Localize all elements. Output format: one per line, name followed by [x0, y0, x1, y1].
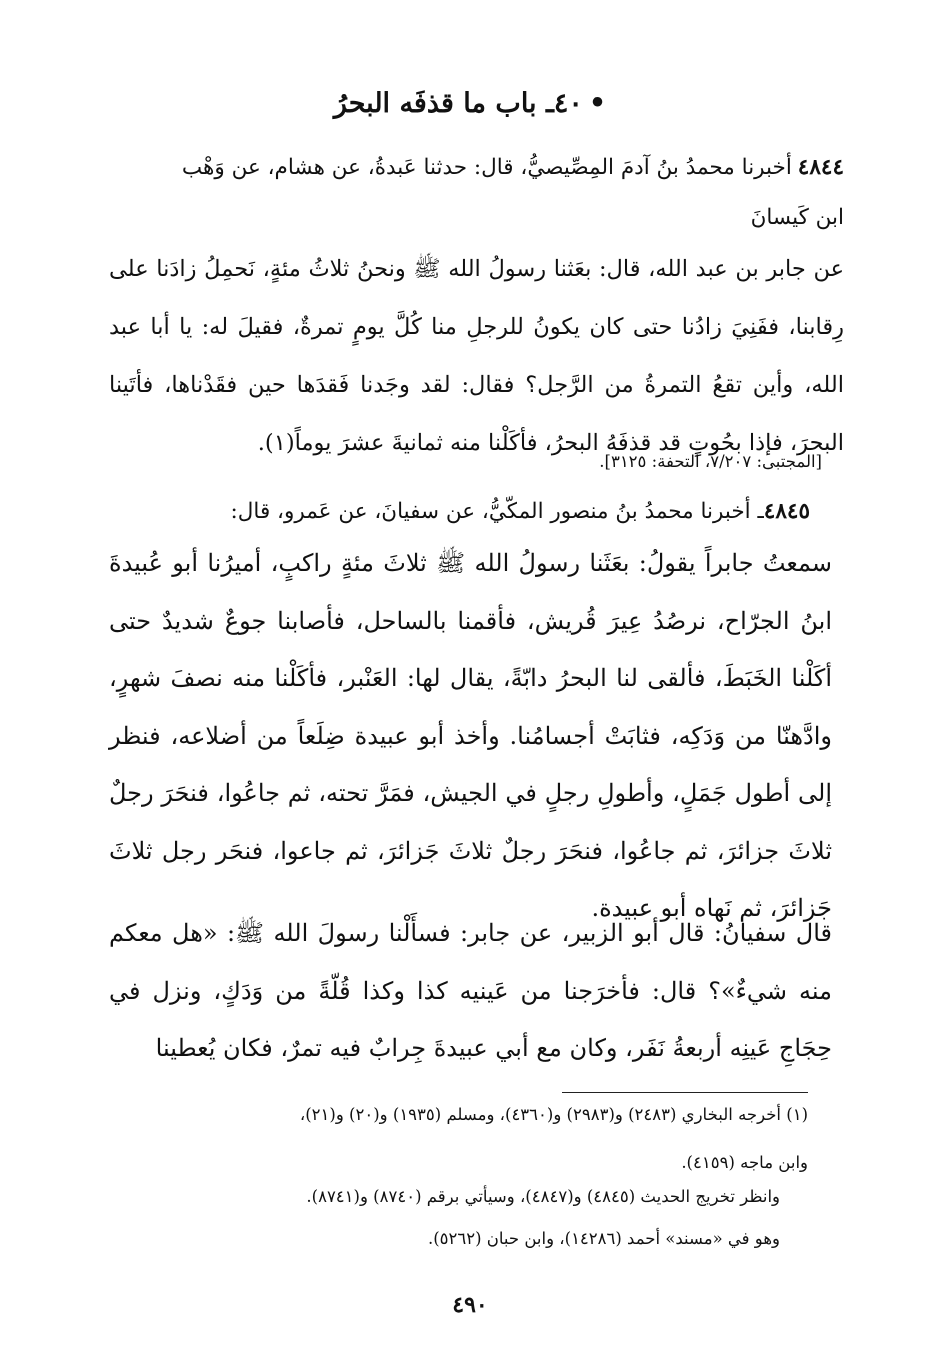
hadith-4845-isnad	[231, 492, 810, 532]
hadith-4844-isnad-text: أخبرنا محمدُ بنُ آدمَ المِصِّيصيُّ، قال: حدثنا عَبدةُ، عن هشام، عن وَهْب	[181, 155, 792, 180]
footnote-separator	[562, 1092, 808, 1093]
hadith-number-4844: ٤٨٤٤	[797, 155, 844, 180]
footnote-1-line-1: (١) أخرجه البخاري (٢٤٨٣) و(٢٩٨٣) و(٤٣٦٠)، ومسلم (١٩٣٥) و(٢٠) و(٢١)،	[299, 1105, 808, 1124]
hadith-4845-text-continued: قال سفيانُ: قال أبو الزبير، عن جابر: فسأَلْنا رسولَ الله ﷺ: «هل معكم منه شيءٌ»؟ قال: فأخرَجنا من عَينيه كذا وكذا قُلّةً من وَدَكٍ، ونزل في حِجَاجِ عَينِه أربعةُ نَفَر، وكان مع أبي عبيدةَ جِرابٌ فيه تمرٌ، فكان يُعطينا	[109, 919, 832, 1062]
hadith-number-4845: ٤٨٤٥	[763, 499, 810, 524]
chapter-title	[0, 84, 940, 124]
hadith-4845-text: سمعتُ جابراً يقولُ: بعَثَنا رسولُ الله ﷺ ثلاثَ مئةٍ راكبٍ، أميرُنا أبو عُبيدةَ ابنُ الجرّاح، نرصُدُ عِيرَ قُريش، فأقمنا بالساحل، فأصابنا جوعٌ شديدٌ حتى أكَلْنا الخَبَطَ، فألقى لنا البحرُ دابّةً، يقال لها: العَنْبر، فأكَلْنا منه نصفَ شهرٍ، وادَّهنّا من وَدَكِه، فثابَتْ أجسامُنا. وأخذ أبو عبيدة ضِلَعاً من أضلاعه، فنظر إلى أطول جَمَلٍ، وأطولِ رجلٍ في الجيش، فمَرَّ تحته، ثم جاعُوا، فنحَرَ رجلٌ ثلاثَ جزائرَ، ثم جاعُوا، فنحَرَ رجلٌ ثلاثَ جَزائرَ، ثم جاعوا، فنحَر رجل ثلاثَ جَزائرَ، ثم نَهاه أبو عبيدة.	[109, 549, 832, 922]
hadith-4844-reference: [المجتبى: ٧/٢٠٧، التحفة: ٣١٢٥].	[599, 452, 822, 471]
page-number: ٤٩٠	[452, 1292, 488, 1318]
chapter-title-text: ٤٠ـ باب ما قذفَه البحرُ	[333, 88, 583, 119]
hadith-4844-text: عن جابر بن عبد الله، قال: بعَثنا رسولُ الله ﷺ ونحنُ ثلاثُ مئةٍ، نَحمِلُ زادَنا على رِقابنا، ففَنِيَ زادُنا حتى كان يكونُ للرجلِ منا كُلَّ يومٍ تمرةٌ، فقيلَ له: يا أبا عبد الله، وأين تقعُ التمرةُ من الرَّجل؟ فقال: لقد وجَدنا فَقدَها حين فقَدْناها، فأتَينا البحرَ، فإذا بحُوتٍ قد قذفَهُ البحرُ، فأكَلْنا منه ثمانيةَ عشرَ يوماً(١).	[109, 256, 844, 456]
hadith-4844-isnad-continued: ابن كَيسانَ	[750, 205, 844, 230]
footnote-1-line-2: وابن ماجه (٤١٥٩).	[681, 1153, 808, 1172]
footnote-1-line-4: وهو في «مسند» أحمد (١٤٢٨٦)، وابن حبان (٥٢٦٢).	[427, 1229, 780, 1248]
hadith-4844-isnad	[182, 148, 844, 188]
footnote-1-line-3: وانظر تخريج الحديث (٤٨٤٥) و(٤٨٤٧)، وسيأتي برقم (٨٧٤٠) و(٨٧٤١).	[306, 1187, 780, 1206]
title-bullet: •	[588, 88, 607, 119]
hadith-4845-isnad-text: ـ أخبرنا محمدُ بنُ منصور المكّيُّ، عن سفيانَ، عن عَمرو، قال:	[230, 499, 764, 524]
